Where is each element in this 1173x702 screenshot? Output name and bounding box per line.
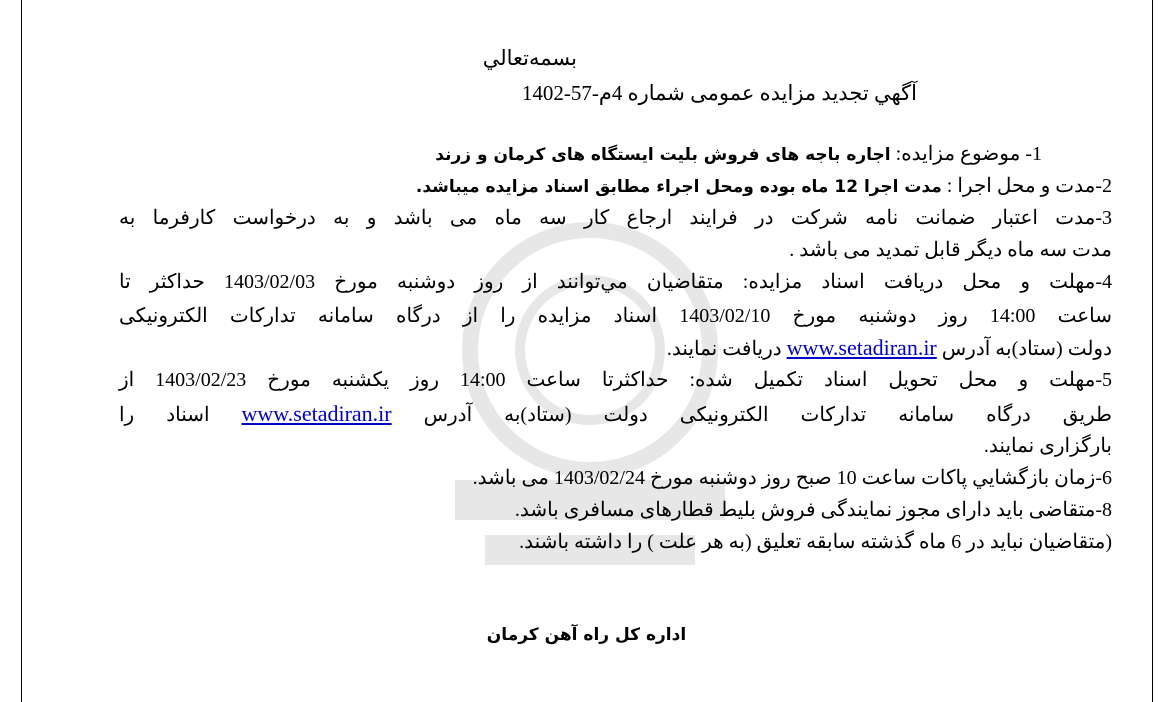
item-2-duration: مدت اجرا 12 ماه بوده ومحل اجراء مطابق اسناد مزایده ميباشد.	[415, 177, 942, 197]
item-2	[416, 174, 1112, 199]
issuing-organization: اداره کل راه آهن کرمان	[486, 625, 687, 645]
item-8: 8-متقاضی باید دارای مجوز نمايندگی فروش بلیط قطارهای مسافری باشد.	[514, 499, 1112, 521]
item-3-line-2: مدت سه ماه ديگر قابل تمديد می باشد .	[789, 239, 1112, 261]
notice-title: آگهي تجديد مزايده عمومی شماره 4م-57-1402	[521, 81, 917, 105]
item-4-receive-text: دريافت نمايند.	[666, 338, 782, 360]
item-2-label: 2-مدت و محل اجرا :	[946, 175, 1112, 197]
item-suspension-note: (متقاضیان نباید در 6 ماه گذشته سابقه تعلیق (به هر علت ) را داشته باشند.	[519, 531, 1112, 553]
left-border-line	[21, 0, 22, 702]
item-4-line-2: ساعت 14:00 روز دوشنبه مورخ 1403/02/10 اسناد مزايده را از درگاه سامانه تدارکات الکترونيکی	[119, 305, 1112, 327]
setadiran-link[interactable]: www.setadiran.ir	[786, 335, 937, 360]
item-3-line-1: 3-مدت اعتبار ضمانت نامه شرکت در فرايند ارجاع كار سه ماه می باشد و به درخواست كارفرما به	[119, 207, 1112, 229]
item-5-line-1: 5-مهلت و محل تحويل اسناد تكميل شده: حداكثرتا ساعت 14:00 روز يکشنبه مورخ 1403/02/23 از	[119, 369, 1112, 391]
item-4-line-3	[667, 336, 1112, 361]
basmala: بسمه‌تعالي	[482, 46, 577, 70]
item-6: 6-زمان بازگشايي پاكات ساعت 10 صبح روز دوشنبه مورخ 1403/02/24 می باشد.	[472, 467, 1112, 489]
item-4-line-1: 4-مهلت و محل دريافت اسناد مزايده: متقاضيان مي‌توانند از روز دوشنبه مورخ 1403/02/03 حداکثر تا	[119, 271, 1113, 293]
item-1-subject: اجاره باجه های فروش بلیت ایستگاه های کرمان و زرند	[435, 145, 891, 165]
item-5-address-label: طريق درگاه سامانه تدارکات الکترونيکی دولت (ستاد)به آدرس	[423, 404, 1112, 426]
right-border-line	[1152, 0, 1153, 702]
item-1-label: 1- موضوع مزايده:	[895, 143, 1042, 165]
setadiran-link-2[interactable]: www.setadiran.ir	[241, 401, 392, 426]
item-1	[435, 142, 1042, 167]
item-5-line-3: بارگزاری نمايند.	[983, 435, 1112, 457]
item-5-docs-text: اسناد را	[119, 404, 210, 426]
item-4-address-label: دولت (ستاد)به آدرس	[941, 338, 1112, 360]
item-5-line-2	[119, 402, 1112, 427]
